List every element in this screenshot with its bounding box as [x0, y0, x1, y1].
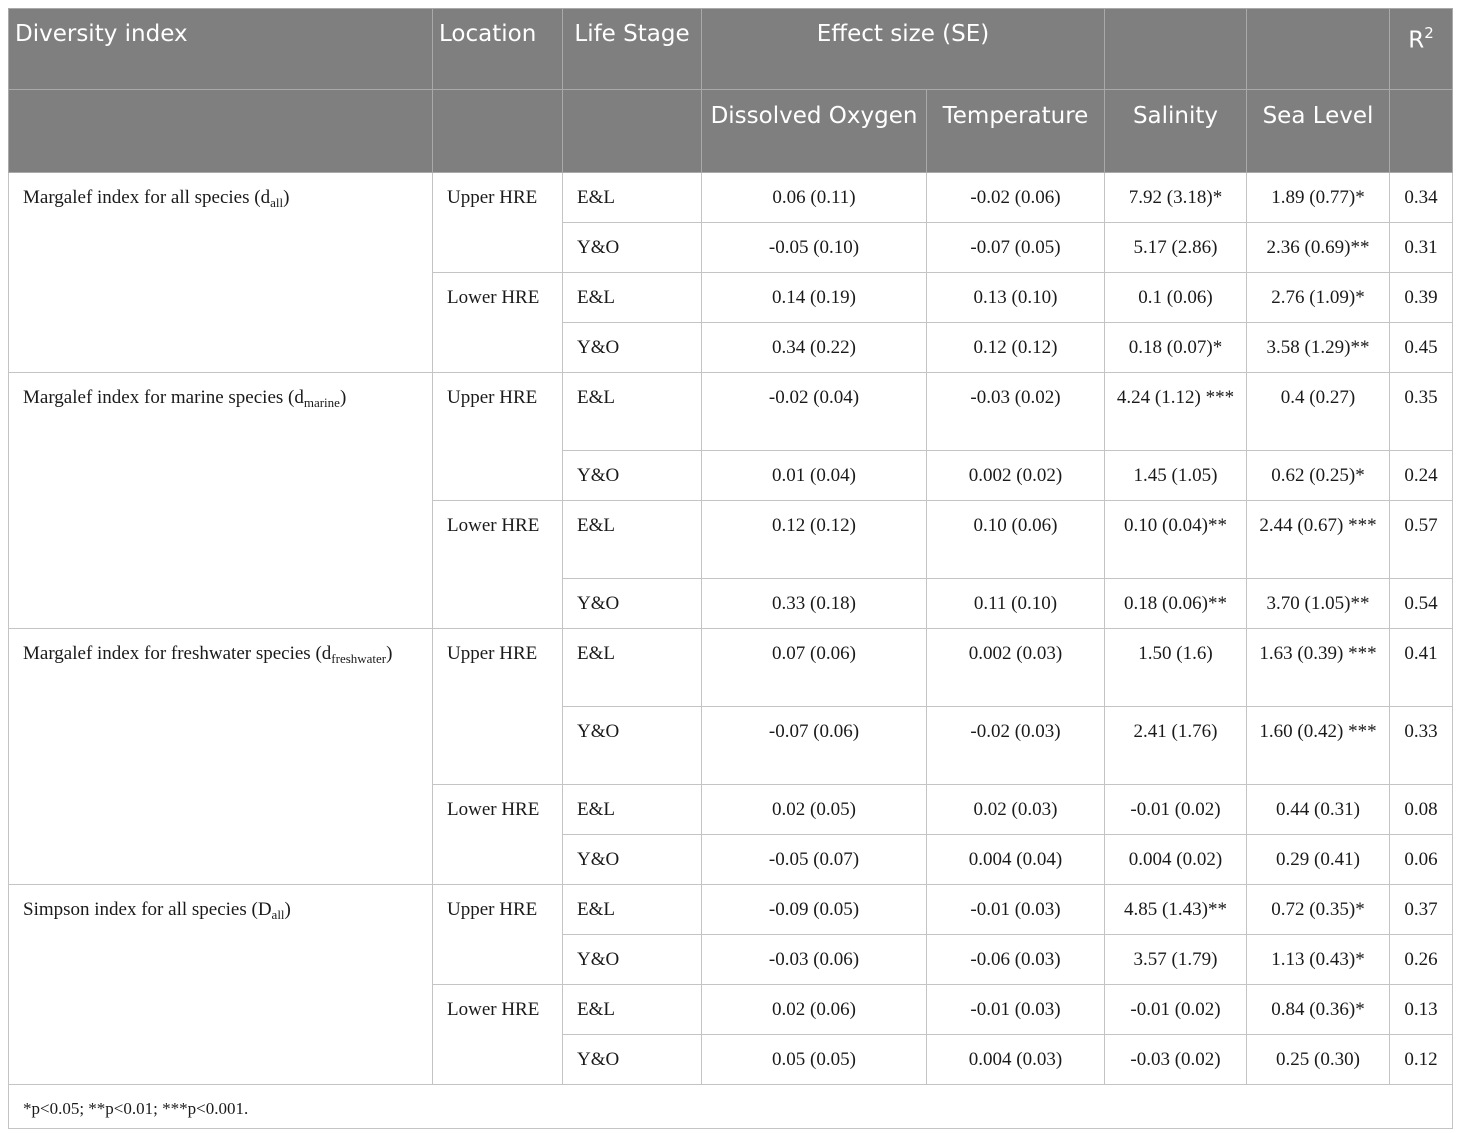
index-close: )	[283, 187, 290, 208]
salinity-cell: -0.03 (0.02)	[1105, 1035, 1247, 1085]
location-cell: Lower HRE	[433, 985, 563, 1085]
temperature-cell: 0.004 (0.03)	[927, 1035, 1105, 1085]
r2-cell: 0.08	[1390, 785, 1453, 835]
header-sea-level: Sea Level	[1247, 90, 1390, 173]
sea-level-cell: 0.72 (0.35)*	[1247, 885, 1390, 935]
index-subscript: all	[271, 907, 285, 922]
index-name: Margalef index for freshwater species (d	[23, 643, 332, 664]
table-row	[9, 373, 1453, 451]
salinity-cell: -0.01 (0.02)	[1105, 985, 1247, 1035]
index-name: Simpson index for all species (D	[23, 899, 272, 920]
salinity-cell: 2.41 (1.76)	[1105, 707, 1247, 785]
salinity-cell: 0.18 (0.07)*	[1105, 323, 1247, 373]
sea-level-cell: 2.44 (0.67) ***	[1247, 501, 1390, 579]
temperature-cell: 0.004 (0.04)	[927, 835, 1105, 885]
header-salinity: Salinity	[1105, 90, 1247, 173]
dissolved-oxygen-cell: 0.05 (0.05)	[702, 1035, 927, 1085]
life-stage-cell: E&L	[563, 629, 702, 707]
diversity-index-cell	[9, 173, 433, 373]
sea-level-cell: 0.62 (0.25)*	[1247, 451, 1390, 501]
r2-cell: 0.12	[1390, 1035, 1453, 1085]
temperature-cell: 0.002 (0.03)	[927, 629, 1105, 707]
header-empty-salinity	[1105, 9, 1247, 90]
dissolved-oxygen-cell: 0.14 (0.19)	[702, 273, 927, 323]
dissolved-oxygen-cell: -0.07 (0.06)	[702, 707, 927, 785]
r2-cell: 0.34	[1390, 173, 1453, 223]
index-name: Margalef index for all species (d	[23, 187, 271, 208]
dissolved-oxygen-cell: -0.05 (0.10)	[702, 223, 927, 273]
life-stage-cell: E&L	[563, 985, 702, 1035]
temperature-cell: 0.10 (0.06)	[927, 501, 1105, 579]
header-effect-size: Effect size (SE)	[702, 9, 1105, 90]
life-stage-cell: Y&O	[563, 935, 702, 985]
dissolved-oxygen-cell: 0.06 (0.11)	[702, 173, 927, 223]
life-stage-cell: Y&O	[563, 223, 702, 273]
salinity-cell: 4.24 (1.12) ***	[1105, 373, 1247, 451]
salinity-cell: 5.17 (2.86)	[1105, 223, 1247, 273]
temperature-cell: -0.06 (0.03)	[927, 935, 1105, 985]
salinity-cell: 7.92 (3.18)*	[1105, 173, 1247, 223]
footnote: *p<0.05; **p<0.01; ***p<0.001.	[9, 1085, 1453, 1129]
sea-level-cell: 3.70 (1.05)**	[1247, 579, 1390, 629]
sea-level-cell: 1.60 (0.42) ***	[1247, 707, 1390, 785]
r2-cell: 0.35	[1390, 373, 1453, 451]
temperature-cell: -0.07 (0.05)	[927, 223, 1105, 273]
dissolved-oxygen-cell: -0.02 (0.04)	[702, 373, 927, 451]
r2-cell: 0.06	[1390, 835, 1453, 885]
table-row	[9, 629, 1453, 707]
life-stage-cell: E&L	[563, 273, 702, 323]
sea-level-cell: 1.89 (0.77)*	[1247, 173, 1390, 223]
sea-level-cell: 2.36 (0.69)**	[1247, 223, 1390, 273]
dissolved-oxygen-cell: 0.02 (0.06)	[702, 985, 927, 1035]
r2-cell: 0.13	[1390, 985, 1453, 1035]
location-cell: Lower HRE	[433, 273, 563, 373]
header-life-stage: Life Stage	[563, 9, 702, 90]
r2-cell: 0.26	[1390, 935, 1453, 985]
temperature-cell: 0.12 (0.12)	[927, 323, 1105, 373]
r2-cell: 0.41	[1390, 629, 1453, 707]
subheader-empty-r2	[1390, 90, 1453, 173]
subheader-empty-location	[433, 90, 563, 173]
sea-level-cell: 2.76 (1.09)*	[1247, 273, 1390, 323]
dissolved-oxygen-cell: 0.07 (0.06)	[702, 629, 927, 707]
header-r2-sup: 2	[1424, 24, 1434, 42]
temperature-cell: -0.02 (0.06)	[927, 173, 1105, 223]
dissolved-oxygen-cell: 0.33 (0.18)	[702, 579, 927, 629]
dissolved-oxygen-cell: 0.34 (0.22)	[702, 323, 927, 373]
life-stage-cell: E&L	[563, 885, 702, 935]
life-stage-cell: E&L	[563, 173, 702, 223]
header-temperature: Temperature	[927, 90, 1105, 173]
sea-level-cell: 0.4 (0.27)	[1247, 373, 1390, 451]
salinity-cell: 0.004 (0.02)	[1105, 835, 1247, 885]
location-cell: Upper HRE	[433, 373, 563, 501]
salinity-cell: 1.50 (1.6)	[1105, 629, 1247, 707]
temperature-cell: -0.01 (0.03)	[927, 885, 1105, 935]
temperature-cell: 0.02 (0.03)	[927, 785, 1105, 835]
sea-level-cell: 0.84 (0.36)*	[1247, 985, 1390, 1035]
dissolved-oxygen-cell: -0.09 (0.05)	[702, 885, 927, 935]
life-stage-cell: Y&O	[563, 451, 702, 501]
header-empty-sea-level	[1247, 9, 1390, 90]
header-location: Location	[433, 9, 563, 90]
r2-cell: 0.45	[1390, 323, 1453, 373]
r2-cell: 0.24	[1390, 451, 1453, 501]
sea-level-cell: 0.44 (0.31)	[1247, 785, 1390, 835]
header-r2	[1390, 9, 1453, 90]
diversity-index-cell	[9, 629, 433, 885]
index-name: Margalef index for marine species (d	[23, 387, 304, 408]
dissolved-oxygen-cell: 0.02 (0.05)	[702, 785, 927, 835]
dissolved-oxygen-cell: -0.03 (0.06)	[702, 935, 927, 985]
sea-level-cell: 1.63 (0.39) ***	[1247, 629, 1390, 707]
header-diversity-index: Diversity index	[9, 9, 433, 90]
index-close: )	[386, 643, 393, 664]
life-stage-cell: E&L	[563, 501, 702, 579]
salinity-cell: 1.45 (1.05)	[1105, 451, 1247, 501]
temperature-cell: -0.03 (0.02)	[927, 373, 1105, 451]
dissolved-oxygen-cell: 0.12 (0.12)	[702, 501, 927, 579]
temperature-cell: -0.02 (0.03)	[927, 707, 1105, 785]
diversity-effects-table	[8, 8, 1453, 1129]
subheader-empty-index	[9, 90, 433, 173]
salinity-cell: 4.85 (1.43)**	[1105, 885, 1247, 935]
salinity-cell: 0.18 (0.06)**	[1105, 579, 1247, 629]
results-table-container	[8, 8, 1452, 1129]
r2-cell: 0.54	[1390, 579, 1453, 629]
index-subscript: all	[270, 195, 284, 210]
index-close: )	[284, 899, 291, 920]
sea-level-cell: 0.29 (0.41)	[1247, 835, 1390, 885]
temperature-cell: -0.01 (0.03)	[927, 985, 1105, 1035]
table-row	[9, 173, 1453, 223]
sea-level-cell: 0.25 (0.30)	[1247, 1035, 1390, 1085]
r2-cell: 0.37	[1390, 885, 1453, 935]
index-subscript: freshwater	[331, 651, 387, 666]
location-cell: Lower HRE	[433, 501, 563, 629]
life-stage-cell: Y&O	[563, 707, 702, 785]
salinity-cell: -0.01 (0.02)	[1105, 785, 1247, 835]
salinity-cell: 0.1 (0.06)	[1105, 273, 1247, 323]
location-cell: Upper HRE	[433, 629, 563, 785]
dissolved-oxygen-cell: -0.05 (0.07)	[702, 835, 927, 885]
r2-cell: 0.39	[1390, 273, 1453, 323]
life-stage-cell: E&L	[563, 373, 702, 451]
location-cell: Lower HRE	[433, 785, 563, 885]
diversity-index-cell	[9, 885, 433, 1085]
table-body	[9, 173, 1453, 1085]
salinity-cell: 3.57 (1.79)	[1105, 935, 1247, 985]
location-cell: Upper HRE	[433, 885, 563, 985]
life-stage-cell: E&L	[563, 785, 702, 835]
table-row	[9, 885, 1453, 935]
location-cell: Upper HRE	[433, 173, 563, 273]
sea-level-cell: 1.13 (0.43)*	[1247, 935, 1390, 985]
life-stage-cell: Y&O	[563, 579, 702, 629]
temperature-cell: 0.11 (0.10)	[927, 579, 1105, 629]
r2-cell: 0.57	[1390, 501, 1453, 579]
subheader-empty-stage	[563, 90, 702, 173]
index-close: )	[339, 387, 347, 408]
life-stage-cell: Y&O	[563, 323, 702, 373]
temperature-cell: 0.002 (0.02)	[927, 451, 1105, 501]
life-stage-cell: Y&O	[563, 1035, 702, 1085]
index-subscript: marine	[303, 395, 340, 410]
r2-cell: 0.31	[1390, 223, 1453, 273]
dissolved-oxygen-cell: 0.01 (0.04)	[702, 451, 927, 501]
sea-level-cell: 3.58 (1.29)**	[1247, 323, 1390, 373]
life-stage-cell: Y&O	[563, 835, 702, 885]
diversity-index-cell	[9, 373, 433, 629]
header-r2-base: R	[1408, 27, 1425, 54]
header-dissolved-oxygen: Dissolved Oxygen	[702, 90, 927, 173]
r2-cell: 0.33	[1390, 707, 1453, 785]
salinity-cell: 0.10 (0.04)**	[1105, 501, 1247, 579]
temperature-cell: 0.13 (0.10)	[927, 273, 1105, 323]
table-header	[9, 9, 1453, 173]
